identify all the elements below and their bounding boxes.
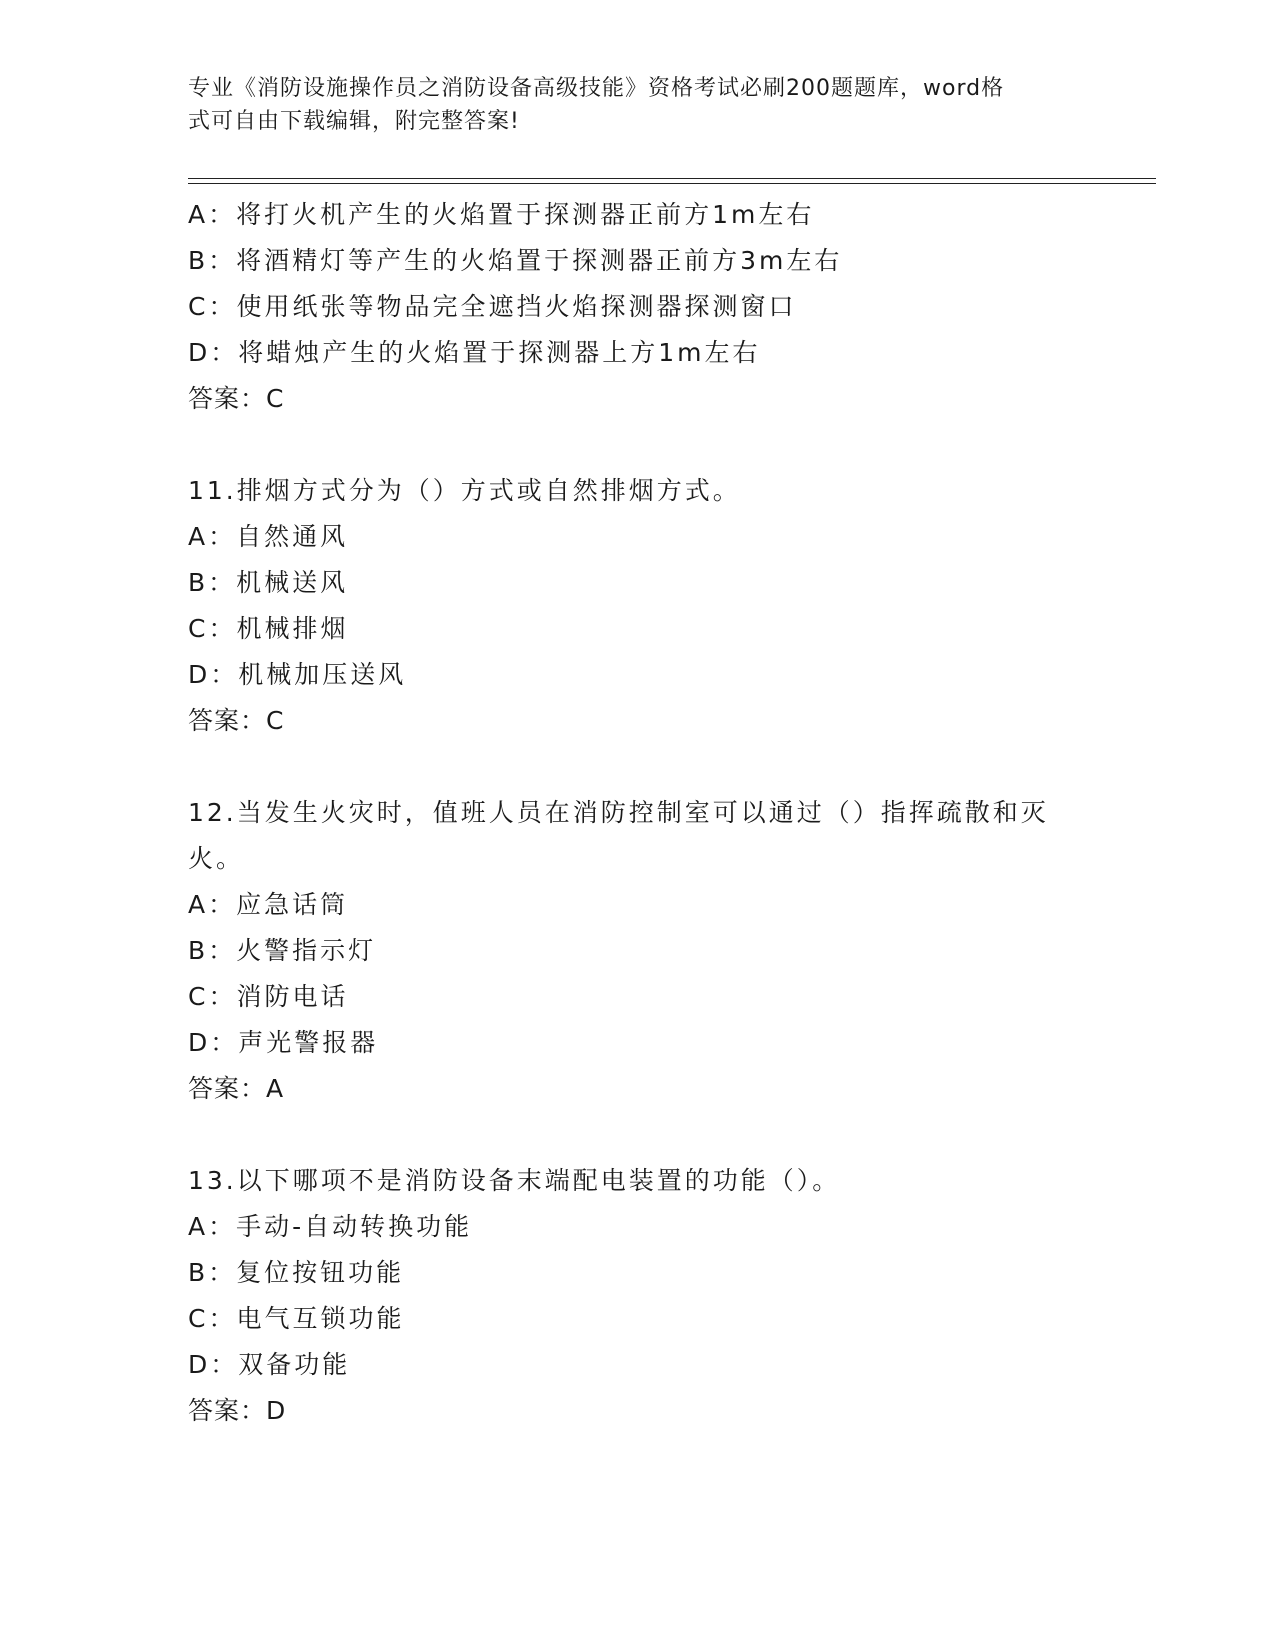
answer: 答案：A: [188, 1074, 285, 1103]
question-block-12: [188, 790, 1088, 1112]
header-line-1: 专业《消防设施操作员之消防设备高级技能》资格考试必刷200题题库，word格: [188, 76, 1005, 101]
option-b: B：复位按钮功能: [188, 1258, 405, 1287]
option-c: C：电气互锁功能: [188, 1304, 405, 1333]
option-a: A：将打火机产生的火焰置于探测器正前方1m左右: [188, 200, 815, 229]
spacer: [188, 1112, 1088, 1158]
option-a: A：自然通风: [188, 522, 349, 551]
option-d: D：将蜡烛产生的火焰置于探测器上方1m左右: [188, 338, 761, 367]
answer: 答案：D: [188, 1396, 287, 1425]
option-c: C：消防电话: [188, 982, 349, 1011]
header-divider-bottom: [188, 183, 1156, 184]
answer: 答案：C: [188, 384, 285, 413]
question-stem: 11.排烟方式分为（）方式或自然排烟方式。: [188, 476, 741, 505]
question-block-13: [188, 1158, 1088, 1434]
option-a: A：手动-自动转换功能: [188, 1212, 473, 1241]
header-divider-top: [188, 178, 1156, 179]
option-d: D：双备功能: [188, 1350, 351, 1379]
header-line-2: 式可自由下载编辑，附完整答案!: [188, 109, 520, 134]
question-stem: 13.以下哪项不是消防设备末端配电装置的功能（）。: [188, 1166, 841, 1195]
option-b: B：将酒精灯等产生的火焰置于探测器正前方3m左右: [188, 246, 843, 275]
answer: 答案：C: [188, 706, 285, 735]
question-list: [188, 192, 1088, 1434]
document-header: [188, 72, 1068, 138]
option-a: A：应急话筒: [188, 890, 349, 919]
option-c: C：机械排烟: [188, 614, 349, 643]
question-block-11: [188, 468, 1088, 744]
option-d: D：机械加压送风: [188, 660, 407, 689]
question-block-prev: [188, 192, 1088, 422]
option-b: B：机械送风: [188, 568, 349, 597]
question-stem-line-1: 12.当发生火灾时，值班人员在消防控制室可以通过（）指挥疏散和灭: [188, 798, 1049, 827]
option-c: C：使用纸张等物品完全遮挡火焰探测器探测窗口: [188, 292, 797, 321]
question-stem-line-2: 火。: [188, 844, 245, 873]
option-b: B：火警指示灯: [188, 936, 377, 965]
spacer: [188, 744, 1088, 790]
option-d: D：声光警报器: [188, 1028, 379, 1057]
spacer: [188, 422, 1088, 468]
